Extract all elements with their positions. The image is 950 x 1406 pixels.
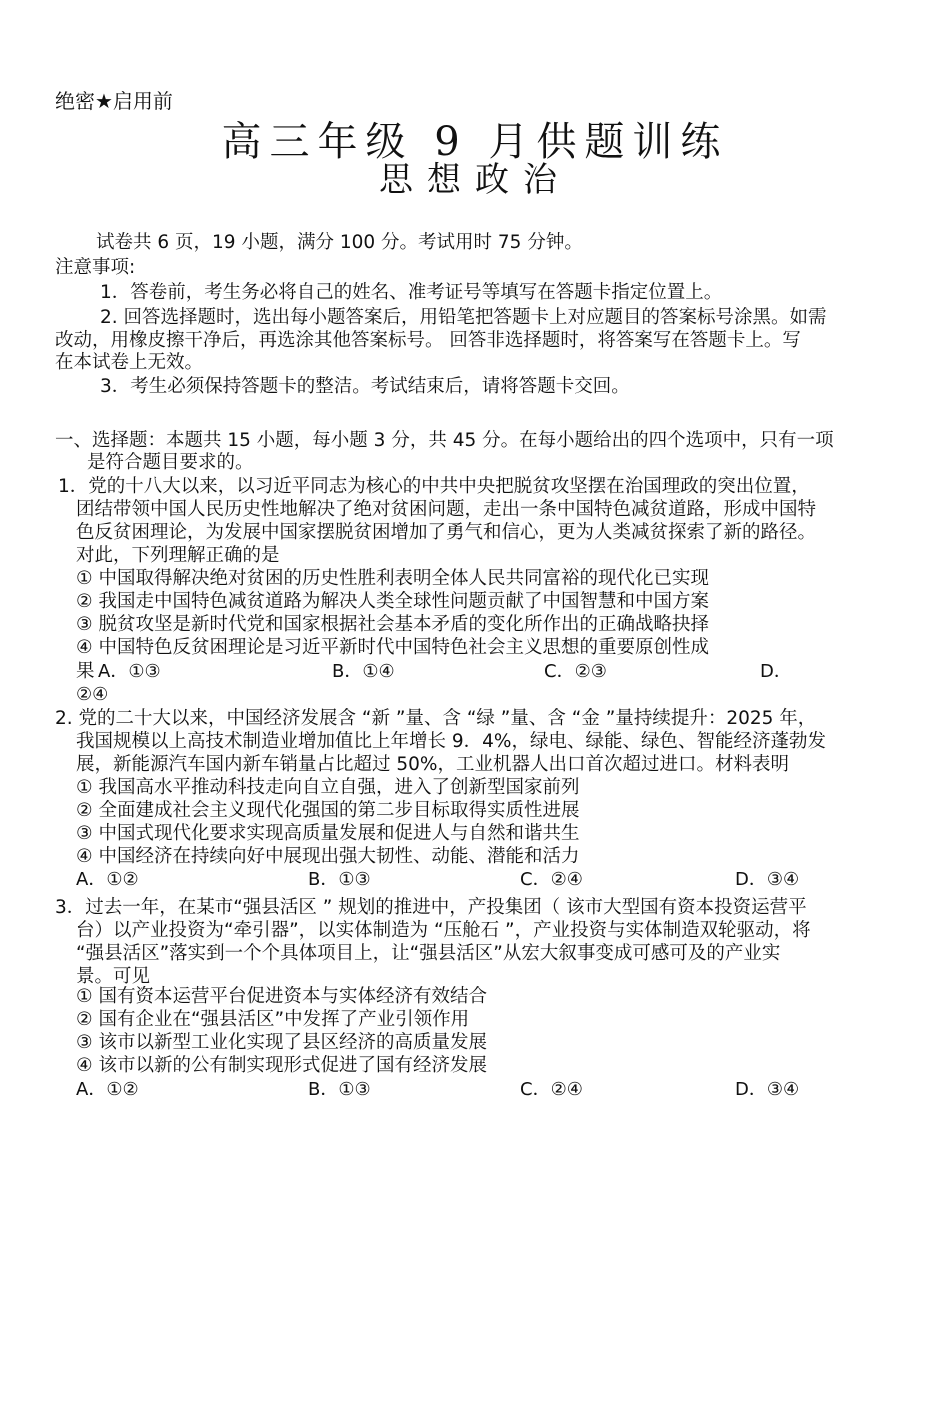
exam-title: 高三年级 9 月供题训练 bbox=[221, 119, 729, 165]
notice-label: 注意事项: bbox=[55, 257, 136, 278]
question-1-option-b[interactable]: B．①④ bbox=[332, 661, 395, 682]
question-1-statement-tail: 果 bbox=[76, 661, 95, 682]
question-3-option-b[interactable]: B．①③ bbox=[308, 1079, 371, 1100]
notice-item-2: 2. 回答选择题时，选出每小题答案后，用铅笔把答题卡上对应题目的答案标号涂黑。如需 bbox=[100, 307, 827, 328]
question-1-stem: 色反贫困理论，为发展中国家摆脱贫困增加了勇气和信心，更为人类减贫探索了新的路径。 bbox=[76, 522, 817, 543]
question-1-stem: 对此，下列理解正确的是 bbox=[76, 545, 280, 566]
notice-item-2-cont: 改动，用橡皮擦干净后，再选涂其他答案标号。 回答非选择题时，将答案写在答题卡上。写 bbox=[55, 330, 801, 351]
question-2-option-d[interactable]: D．③④ bbox=[735, 869, 800, 890]
question-1-statement: ③ 脱贫攻坚是新时代党和国家根据社会基本矛盾的变化所作出的正确战略抉择 bbox=[76, 614, 709, 635]
question-3-stem: 3．过去一年，在某市“强县活区 ” 规划的推进中，产投集团（ 该市大型国有资本投资运营平 bbox=[55, 897, 807, 918]
question-2-statement: ① 我国高水平推动科技走向自立自强，进入了创新型国家前列 bbox=[76, 777, 580, 798]
question-1-statement: ① 中国取得解决绝对贫困的历史性胜利表明全体人民共同富裕的现代化已实现 bbox=[76, 568, 709, 589]
question-1-stem: 1．党的十八大以来，以习近平同志为核心的中共中央把脱贫攻坚摆在治国理政的突出位置， bbox=[58, 476, 810, 497]
question-3-statement: ③ 该市以新型工业化实现了县区经济的高质量发展 bbox=[76, 1032, 487, 1053]
question-3-option-c[interactable]: C．②④ bbox=[520, 1079, 583, 1100]
question-1-statement: ④ 中国特色反贫困理论是习近平新时代中国特色社会主义思想的重要原创性成 bbox=[76, 637, 709, 658]
subject-title: 思想政治 bbox=[379, 160, 571, 200]
question-2-stem: 我国规模以上高技术制造业增加值比上年增长 9．4%，绿电、绿能、绿色、智能经济蓬勃发 bbox=[76, 731, 827, 752]
question-3-stem: 台）以产业投资为“牵引器”，以实体制造为 “压舱石 ”，产业投资与实体制造双轮驱动，将 bbox=[76, 920, 811, 941]
question-2-stem: 展，新能源汽车国内新车销量占比超过 50%，工业机器人出口首次超过进口。材料表明 bbox=[76, 754, 790, 775]
notice-item-1: 1．答卷前，考生务必将自己的姓名、准考证号等填写在答题卡指定位置上。 bbox=[100, 282, 723, 303]
question-1-stem: 团结带领中国人民历史性地解决了绝对贫困问题，走出一条中国特色减贫道路，形成中国特 bbox=[76, 499, 817, 520]
section-heading-cont: 是符合题目要求的。 bbox=[87, 452, 254, 473]
question-2-statement: ③ 中国式现代化要求实现高质量发展和促进人与自然和谐共生 bbox=[76, 823, 580, 844]
question-1-option-c[interactable]: C．②③ bbox=[544, 661, 607, 682]
question-3-statement: ② 国有企业在“强县活区”中发挥了产业引领作用 bbox=[76, 1009, 470, 1030]
question-3-stem: “强县活区”落实到一个个具体项目上，让“强县活区”从宏大叙事变成可感可及的产业实 bbox=[76, 943, 781, 964]
question-1-statement: ② 我国走中国特色减贫道路为解决人类全球性问题贡献了中国智慧和中国方案 bbox=[76, 591, 709, 612]
question-2-option-b[interactable]: B．①③ bbox=[308, 869, 371, 890]
question-3-option-a[interactable]: A．①② bbox=[76, 1079, 139, 1100]
question-3-statement: ④ 该市以新的公有制实现形式促进了国有经济发展 bbox=[76, 1055, 487, 1076]
confidential-label: 绝密★启用前 bbox=[55, 89, 173, 113]
notice-item-2-cont: 在本试卷上无效。 bbox=[55, 352, 204, 373]
question-3-statement: ① 国有资本运营平台促进资本与实体经济有效结合 bbox=[76, 986, 487, 1007]
notice-item-3: 3．考生必须保持答题卡的整洁。考试结束后，请将答题卡交回。 bbox=[100, 376, 630, 397]
exam-summary: 试卷共 6 页，19 小题，满分 100 分。考试用时 75 分钟。 bbox=[96, 232, 583, 253]
question-2-statement: ④ 中国经济在持续向好中展现出强大韧性、动能、潜能和活力 bbox=[76, 846, 580, 867]
question-2-statement: ② 全面建成社会主义现代化强国的第二步目标取得实质性进展 bbox=[76, 800, 580, 821]
question-2-option-c[interactable]: C．②④ bbox=[520, 869, 583, 890]
question-1-option-d-value[interactable]: ②④ bbox=[76, 684, 109, 705]
question-1-option-d[interactable]: D． bbox=[760, 661, 792, 682]
section-heading: 一、选择题：本题共 15 小题，每小题 3 分，共 45 分。在每小题给出的四个选项中，只有一项 bbox=[55, 430, 834, 451]
question-1-option-a[interactable]: A．①③ bbox=[98, 661, 161, 682]
question-2-option-a[interactable]: A．①② bbox=[76, 869, 139, 890]
question-3-stem: 景。可见 bbox=[76, 966, 151, 987]
question-3-option-d[interactable]: D．③④ bbox=[735, 1079, 800, 1100]
question-2-stem: 2. 党的二十大以来，中国经济发展含 “新 ”量、含 “绿 ”量、含 “金 ”量持续提升：2025 年， bbox=[55, 708, 817, 729]
